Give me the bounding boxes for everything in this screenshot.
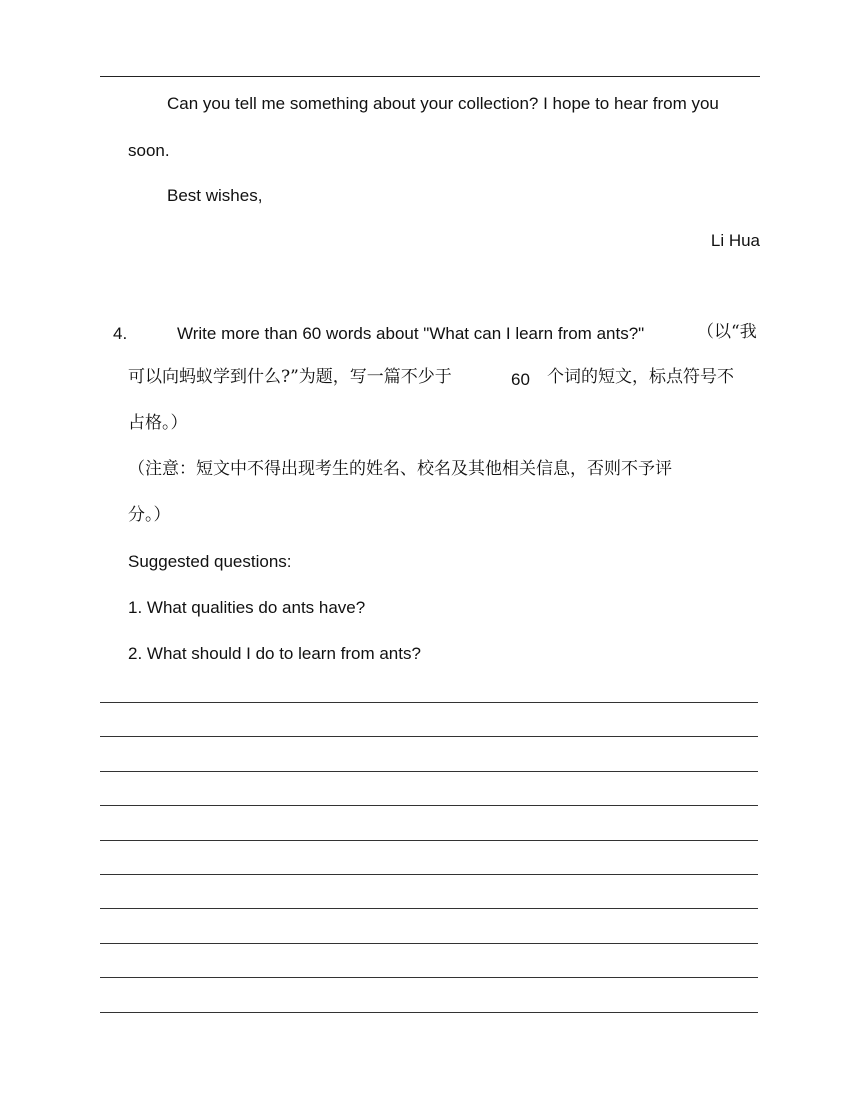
letter-line-2: soon. [128,141,170,160]
question-prompt-cn-2a: 可以向蚂蚁学到什么?”为题，写一篇不少于 [128,367,452,387]
top-divider [100,76,760,77]
answer-line[interactable] [100,771,758,772]
suggested-questions-title: Suggested questions: [128,552,292,571]
suggested-question-2: 2. What should I do to learn from ants? [128,644,421,663]
answer-line[interactable] [100,943,758,944]
question-prompt-cn-1: （以“我 [697,322,757,342]
answer-line[interactable] [100,805,758,806]
question-prompt-cn-3: 占格。） [128,413,188,433]
answer-line[interactable] [100,874,758,875]
answer-line[interactable] [100,908,758,909]
question-prompt-en: Write more than 60 words about "What can I learn from ants?" [177,324,645,343]
question-prompt-cn-2b: 60 [511,370,530,389]
question-note-1: （注意：短文中不得出现考生的姓名、校名及其他相关信息，否则不予评 [128,459,672,479]
letter-closing: Best wishes, [167,186,263,205]
answer-line[interactable] [100,840,758,841]
answer-line[interactable] [100,736,758,737]
letter-line-1: Can you tell me something about your collection? I hope to hear from you [167,94,719,113]
suggested-question-1: 1. What qualities do ants have? [128,598,366,617]
question-number: 4. [113,324,128,343]
answer-line[interactable] [100,1012,758,1013]
answer-line[interactable] [100,977,758,978]
question-prompt-cn-2c: 个词的短文，标点符号不 [547,367,734,387]
answer-line[interactable] [100,702,758,703]
answer-writing-lines [100,702,758,1046]
letter-signature: Li Hua [710,231,760,250]
question-note-2: 分。） [128,505,171,525]
